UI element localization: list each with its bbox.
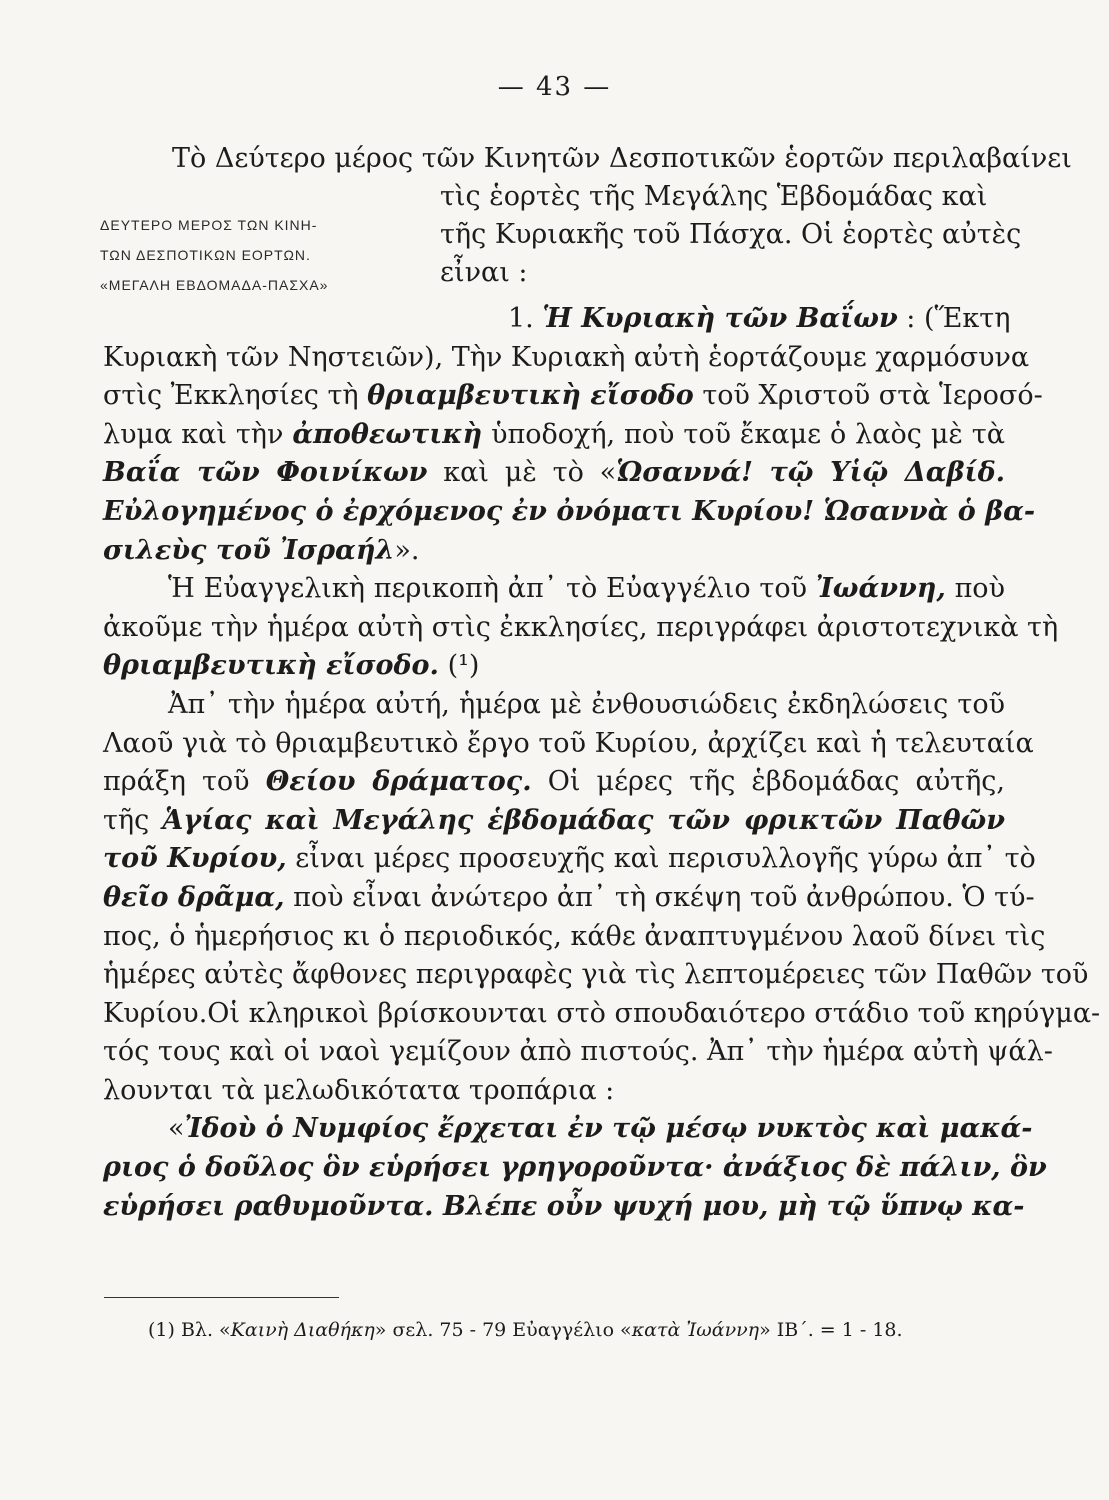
wrapped-line-1: τὶς ἑορτὲς τῆς Μεγάλης Ἑβδομάδας καὶ	[440, 181, 988, 212]
paragraph-3-line-4: τῆς Ἁγίας καὶ Μεγάλης ἑβδομάδας τῶν φρικτῶν Παθῶν	[103, 804, 1005, 836]
paragraph-3-line-7: πος, ὁ ἡμερήσιος κι ὁ περιοδικός, κάθε ἀναπτυγμένου λαοῦ δίνει τὶς	[103, 920, 1046, 952]
paragraph-3-line-5: τοῦ Κυρίου, εἶναι μέρες προσευχῆς καὶ περισυλλογῆς γύρω ἀπ᾿ τὸ	[103, 843, 1036, 875]
intro-line: Τὸ Δεύτερο μέρος τῶν Κινητῶν Δεσποτικῶν ἑορτῶν περιλαβαίνει	[172, 143, 1072, 174]
paragraph-3-line-6: θεῖο δρᾶμα, ποὺ εἶναι ἀνώτερο ἀπ᾿ τὴ σκέψη τοῦ ἀνθρώπου. Ὁ τύ-	[103, 881, 1035, 913]
quotation: Ὡσαννά! τῷ Υἱῷ Δαβίδ.	[616, 457, 1005, 489]
emphasis: Βαΐα τῶν Φοινίκων	[103, 457, 428, 489]
paragraph-3-line-2: Λαοῦ γιὰ τὸ θριαμβευτικὸ ἔργο τοῦ Κυρίου, ἀρχίζει καὶ ἡ τελευταία	[103, 727, 1034, 759]
footnote-divider	[104, 1297, 339, 1298]
section-title: Ἡ Κυριακὴ τῶν Βαΐων	[542, 303, 898, 334]
emphasis: τοῦ Κυρίου,	[103, 843, 287, 875]
emphasis: θριαμβευτικὴ εἴσοδο	[367, 380, 694, 412]
side-heading-line-1: ΔΕΥΤΕΡΟ ΜΕΡΟΣ ΤΩΝ ΚΙΝΗ-	[100, 217, 318, 233]
gospel-title: κατὰ Ἰωάννη	[631, 1319, 760, 1341]
emphasis: Ἁγίας καὶ Μεγάλης ἑβδομάδας τῶν φρικτῶν Παθῶν	[162, 804, 1005, 836]
paragraph-3-line-11: λουνται τὰ μελωδικότατα τροπάρια :	[103, 1074, 615, 1106]
paragraph-3-line-9: Κυρίου.Οἱ κληρικοὶ βρίσκουνται στὸ σπουδαιότερο στάδιο τοῦ κηρύγμα-	[103, 997, 1101, 1029]
paragraph-3-line-1: Ἀπ᾿ τὴν ἡμέρα αὐτή, ἡμέρα μὲ ἐνθουσιώδεις ἐκδηλώσεις τοῦ	[168, 688, 1005, 720]
paragraph-1-line-6: Εὐλογημένος ὁ ἐρχόμενος ἐν ὀνόματι Κυρίου! Ὡσαννὰ ὁ βα-	[103, 495, 1036, 527]
hymn-line-1: «Ἰδοὺ ὁ Νυμφίος ἔρχεται ἐν τῷ μέσῳ νυκτὸς καὶ μακά-	[168, 1113, 1033, 1145]
paragraph-3-line-8: ἡμέρες αὐτὲς ἄφθονες περιγραφὲς γιὰ τὶς λεπτομέρειες τῶν Παθῶν τοῦ	[103, 959, 1089, 991]
footnote: (1) Βλ. «Καινὴ Διαθήκη» σελ. 75 - 79 Εὐαγγέλιο «κατὰ Ἰωάννη» ΙΒ΄. = 1 - 18.	[148, 1319, 903, 1341]
book-title: Καινὴ Διαθήκη	[230, 1319, 375, 1341]
wrapped-text-column	[440, 178, 1022, 292]
side-heading-line-3: «ΜΕΓΑΛΗ ΕΒΔΟΜΑΔΑ-ΠΑΣΧΑ»	[100, 277, 329, 293]
wrapped-line-2: τῆς Κυριακῆς τοῦ Πάσχα. Οἱ ἑορτὲς αὐτὲς	[440, 219, 1022, 250]
paragraph-3-line-3: πράξη τοῦ Θείου δράματος. Οἱ μέρες τῆς ἑβδομάδας αὐτῆς,	[103, 766, 1005, 798]
paragraph-2-line-3	[103, 647, 1005, 686]
paragraph-3-line-10: τός τους καὶ οἱ ναοὶ γεμίζουν ἀπὸ πιστούς. Ἀπ᾿ τὴν ἡμέρα αὐτὴ ψάλ-	[103, 1036, 1053, 1068]
emphasis: θριαμβευτικὴ εἴσοδο.	[103, 650, 439, 682]
paragraph-1-line-4: λυμα καὶ τὴν ἀποθεωτικὴ ὑποδοχή, ποὺ τοῦ ἔκαμε ὁ λαὸς μὲ τὰ	[103, 418, 1005, 450]
emphasis: θεῖο δρᾶμα,	[103, 881, 285, 913]
item-number: 1.	[508, 303, 534, 334]
side-heading-line-2: ΤΩΝ ΔΕΣΠΟΤΙΚΩΝ ΕΟΡΤΩΝ.	[100, 247, 311, 263]
paragraph-1-line-3: στὶς Ἐκκλησίες τὴ θριαμβευτικὴ εἴσοδο τοῦ Χριστοῦ στὰ Ἱεροσό-	[103, 380, 1043, 412]
paragraph-1-line-2: Κυριακὴ τῶν Νηστειῶν), Τὴν Κυριακὴ αὐτὴ ἑορτάζουμε χαρμόσυνα	[103, 341, 1030, 373]
emphasis: Ἰωάννη,	[815, 573, 946, 605]
page-number: — 43 —	[497, 72, 612, 102]
wrapped-line-3: εἶναι :	[440, 257, 528, 288]
paragraph-1-line-1: 1. Ἡ Κυριακὴ τῶν Βαΐων : (Ἕκτη	[508, 303, 1011, 334]
hymn-line-3: εὑρήσει ραθυμοῦντα. Βλέπε οὖν ψυχή μου, μὴ τῷ ὕπνῳ κα-	[103, 1190, 1025, 1222]
body-text	[103, 300, 1101, 1226]
emphasis: ἀποθεωτικὴ	[292, 418, 483, 450]
paragraph-1-line-7: σιλεὺς τοῦ Ἰσραήλ».	[103, 534, 420, 566]
emphasis: Θείου δράματος.	[265, 766, 532, 798]
footnote-ref: (¹)	[447, 650, 480, 682]
hymn-line-2: ριος ὁ δοῦλος ὃν εὑρήσει γρηγοροῦντα· ἀνάξιος δὲ πάλιν, ὃν	[103, 1152, 1047, 1184]
paragraph-2-line-1: Ἡ Εὐαγγελικὴ περικοπὴ ἀπ᾿ τὸ Εὐαγγέλιο τοῦ Ἰωάννη, ποὺ	[168, 573, 1005, 605]
paragraph-1-line-5: Βαΐα τῶν Φοινίκων καὶ μὲ τὸ «Ὡσαννά! τῷ Υἱῷ Δαβίδ.	[103, 457, 1005, 489]
side-heading	[100, 210, 430, 300]
paragraph-2-line-2: ἀκοῦμε τὴν ἡμέρα αὐτὴ στὶς ἐκκλησίες, περιγράφει ἀριστοτεχνικὰ τὴ	[103, 611, 1059, 643]
